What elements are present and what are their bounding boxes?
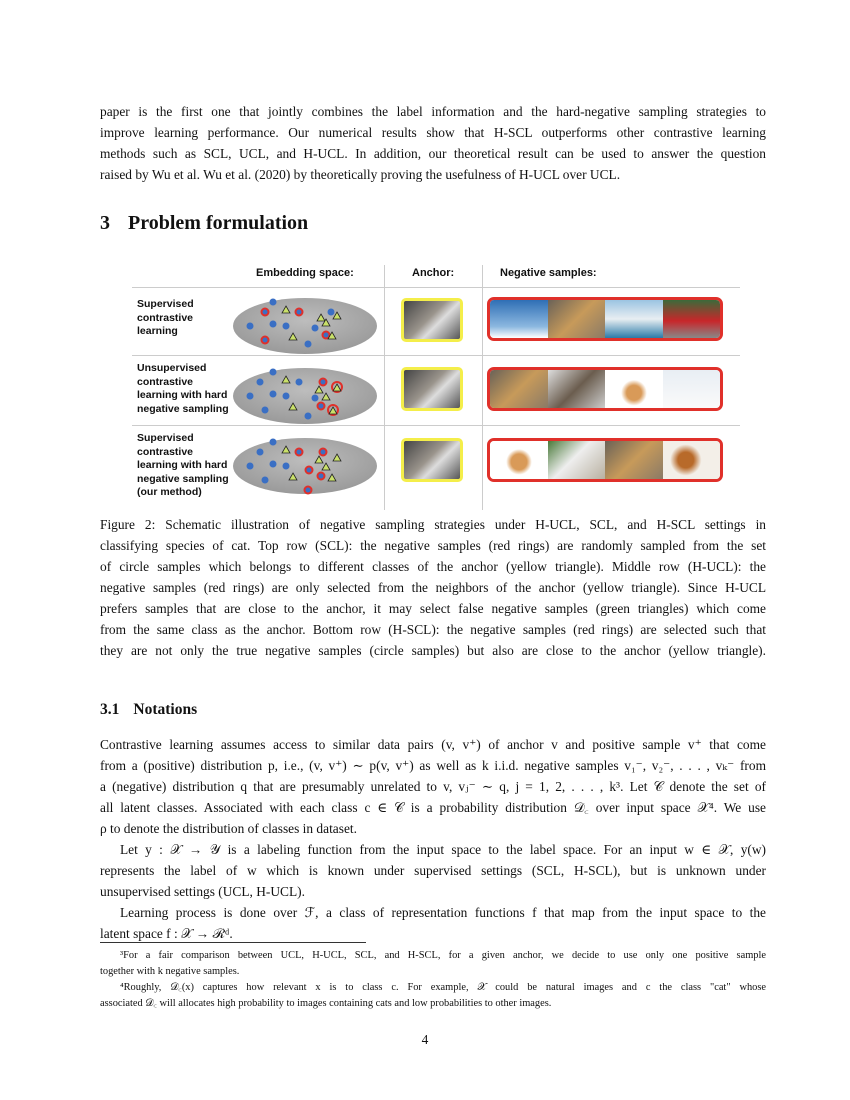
notations-body [100,734,766,944]
text-line: improve learning performance. Our numerical results show that H-SCL outperforms other contrastive learning [100,125,766,140]
image-dog [548,300,606,338]
row-label-hscl: Supervised contrastive learning with hard negative sampling (our method) [137,432,229,498]
text-line: paper is the first one that jointly combines the label information and the hard-negative sampling strategies to [100,104,766,119]
embedding-plot-hscl [233,438,377,494]
text-line: raised by Wu et al. Wu et al. (2020) by theoretically proving the usefulness of H-UCL over UCL. [100,167,621,182]
row-divider [132,287,740,288]
row-divider [132,425,740,426]
anchor-image-cat [401,298,463,342]
footnote-4: ⁴Roughly, 𝒟꜀(x) captures how relevant x is to class c. For example, 𝒳 could be natural images and c the class "cat" whose [120,982,766,993]
image-truck [663,300,721,338]
footnote-3: ³For a fair comparison between UCL, H-UCL, SCL, and H-SCL, for a given anchor, we decide to use only one positive sample [120,950,766,961]
subsection-title: Notations [133,701,198,718]
section-heading [100,212,308,235]
text-line: a (negative) distribution q that are presumably unrelated to v, vⱼ⁻ ∼ q, j = 1, 2, . . . , k³. Let 𝒞 denote the set of [100,779,766,794]
text-line: Contrastive learning assumes access to similar data pairs (v, v⁺) of anchor v and positive sample v⁺ that come [100,737,766,752]
text-line: unsupervised settings (UCL, H-UCL). [100,884,305,899]
text-line: represents the label of w which is known under supervised settings (SCL, H-SCL), but is unknown under [100,863,766,878]
text-line: classifying species of cat. Top row (SCL): the negative samples (red rings) are randomly sampled from the set [100,538,766,553]
text-line: methods such as SCL, UCL, and H-UCL. In addition, our theoretical result can be used to answer the question [100,146,766,161]
column-divider [384,265,385,510]
text-line: prefers samples that are close to the anchor, it may select false negative samples (green triangles) which come [100,601,766,616]
text-line: Figure 2: Schematic illustration of negative sampling strategies under H-UCL, SCL, and H-SCL settings in [100,517,766,532]
text-line: from the same class as the anchor. Bottom row (H-SCL): the negative samples (red rings) are selected such that [100,622,766,637]
figure-caption [100,514,766,661]
image-guinea-pig [663,441,721,479]
footnote-3-cont: together with k negative samples. [100,966,240,977]
intro-paragraph [100,101,766,185]
footnotes [100,948,766,1012]
row-label-scl: Supervised contrastive learning [137,298,194,337]
page-number: 4 [421,1032,429,1047]
image-airplane [490,300,548,338]
embedding-space-plots [230,290,380,510]
negative-samples-hscl [487,438,723,482]
header-anchor: Anchor: [412,267,455,279]
text-line: negative samples (red rings) are only selected from the neighbors of the anchor (yellow triangle). Since H-UCL [100,580,766,595]
figure-2 [100,260,740,510]
section-number: 3 [100,212,110,234]
footnote-rule [100,942,366,943]
section-title: Problem formulation [128,212,309,234]
subsection-number: 3.1 [100,701,120,718]
anchor-image-cat [401,438,463,482]
image-cat [548,370,606,408]
image-rabbit [490,441,548,479]
header-negative-samples: Negative samples: [500,267,597,279]
text-line: of circle samples which belongs to different classes of the anchor (yellow triangle). Middle row (H-UCL): the [100,559,766,574]
image-dog [490,370,548,408]
image-ship [605,300,663,338]
footnote-4-cont: associated 𝒟꜀ will allocates high probability to images containing cats and low probabilities to other images. [100,998,552,1009]
header-embedding-space: Embedding space: [256,267,354,279]
image-white-cat [663,370,721,408]
negative-samples-scl [487,297,723,341]
image-sheep [548,441,606,479]
subsection-heading [100,701,197,719]
image-rabbit [605,370,663,408]
negative-samples-hucl [487,367,723,411]
embedding-plot-hucl [233,368,377,424]
text-line: ρ to denote the distribution of classes in dataset. [100,821,357,836]
text-line: Learning process is done over ℱ, a class of representation functions f that map from the input space to the [120,905,766,920]
text-line: all latent classes. Associated with each class c ∈ 𝒞 is a probability distribution 𝒟꜀ over input space 𝒳⁴. We use [100,800,766,815]
text-line: Let y : 𝒳 → 𝒴 is a labeling function from the input space to the label space. For an input w ∈ 𝒳, y(w) [120,842,766,857]
text-line: latent space f : 𝒳 → ℛᵈ. [100,926,233,941]
text-line: they are not only the true negative samples (circle samples) but also are close to the anchor (yellow triangle). [100,643,766,658]
row-divider [132,355,740,356]
image-dog [605,441,663,479]
row-label-hucl: Unsupervised contrastive learning with hard negative sampling [137,362,229,415]
text-line: from a (positive) distribution p, i.e., (v, v⁺) ∼ p(v, v⁺) as well as k i.i.d. negative samples v₁⁻, v₂⁻, . . . , vₖ⁻ from [100,758,766,773]
column-divider [482,265,483,510]
anchor-image-cat [401,367,463,411]
embedding-plot-scl [233,298,377,354]
